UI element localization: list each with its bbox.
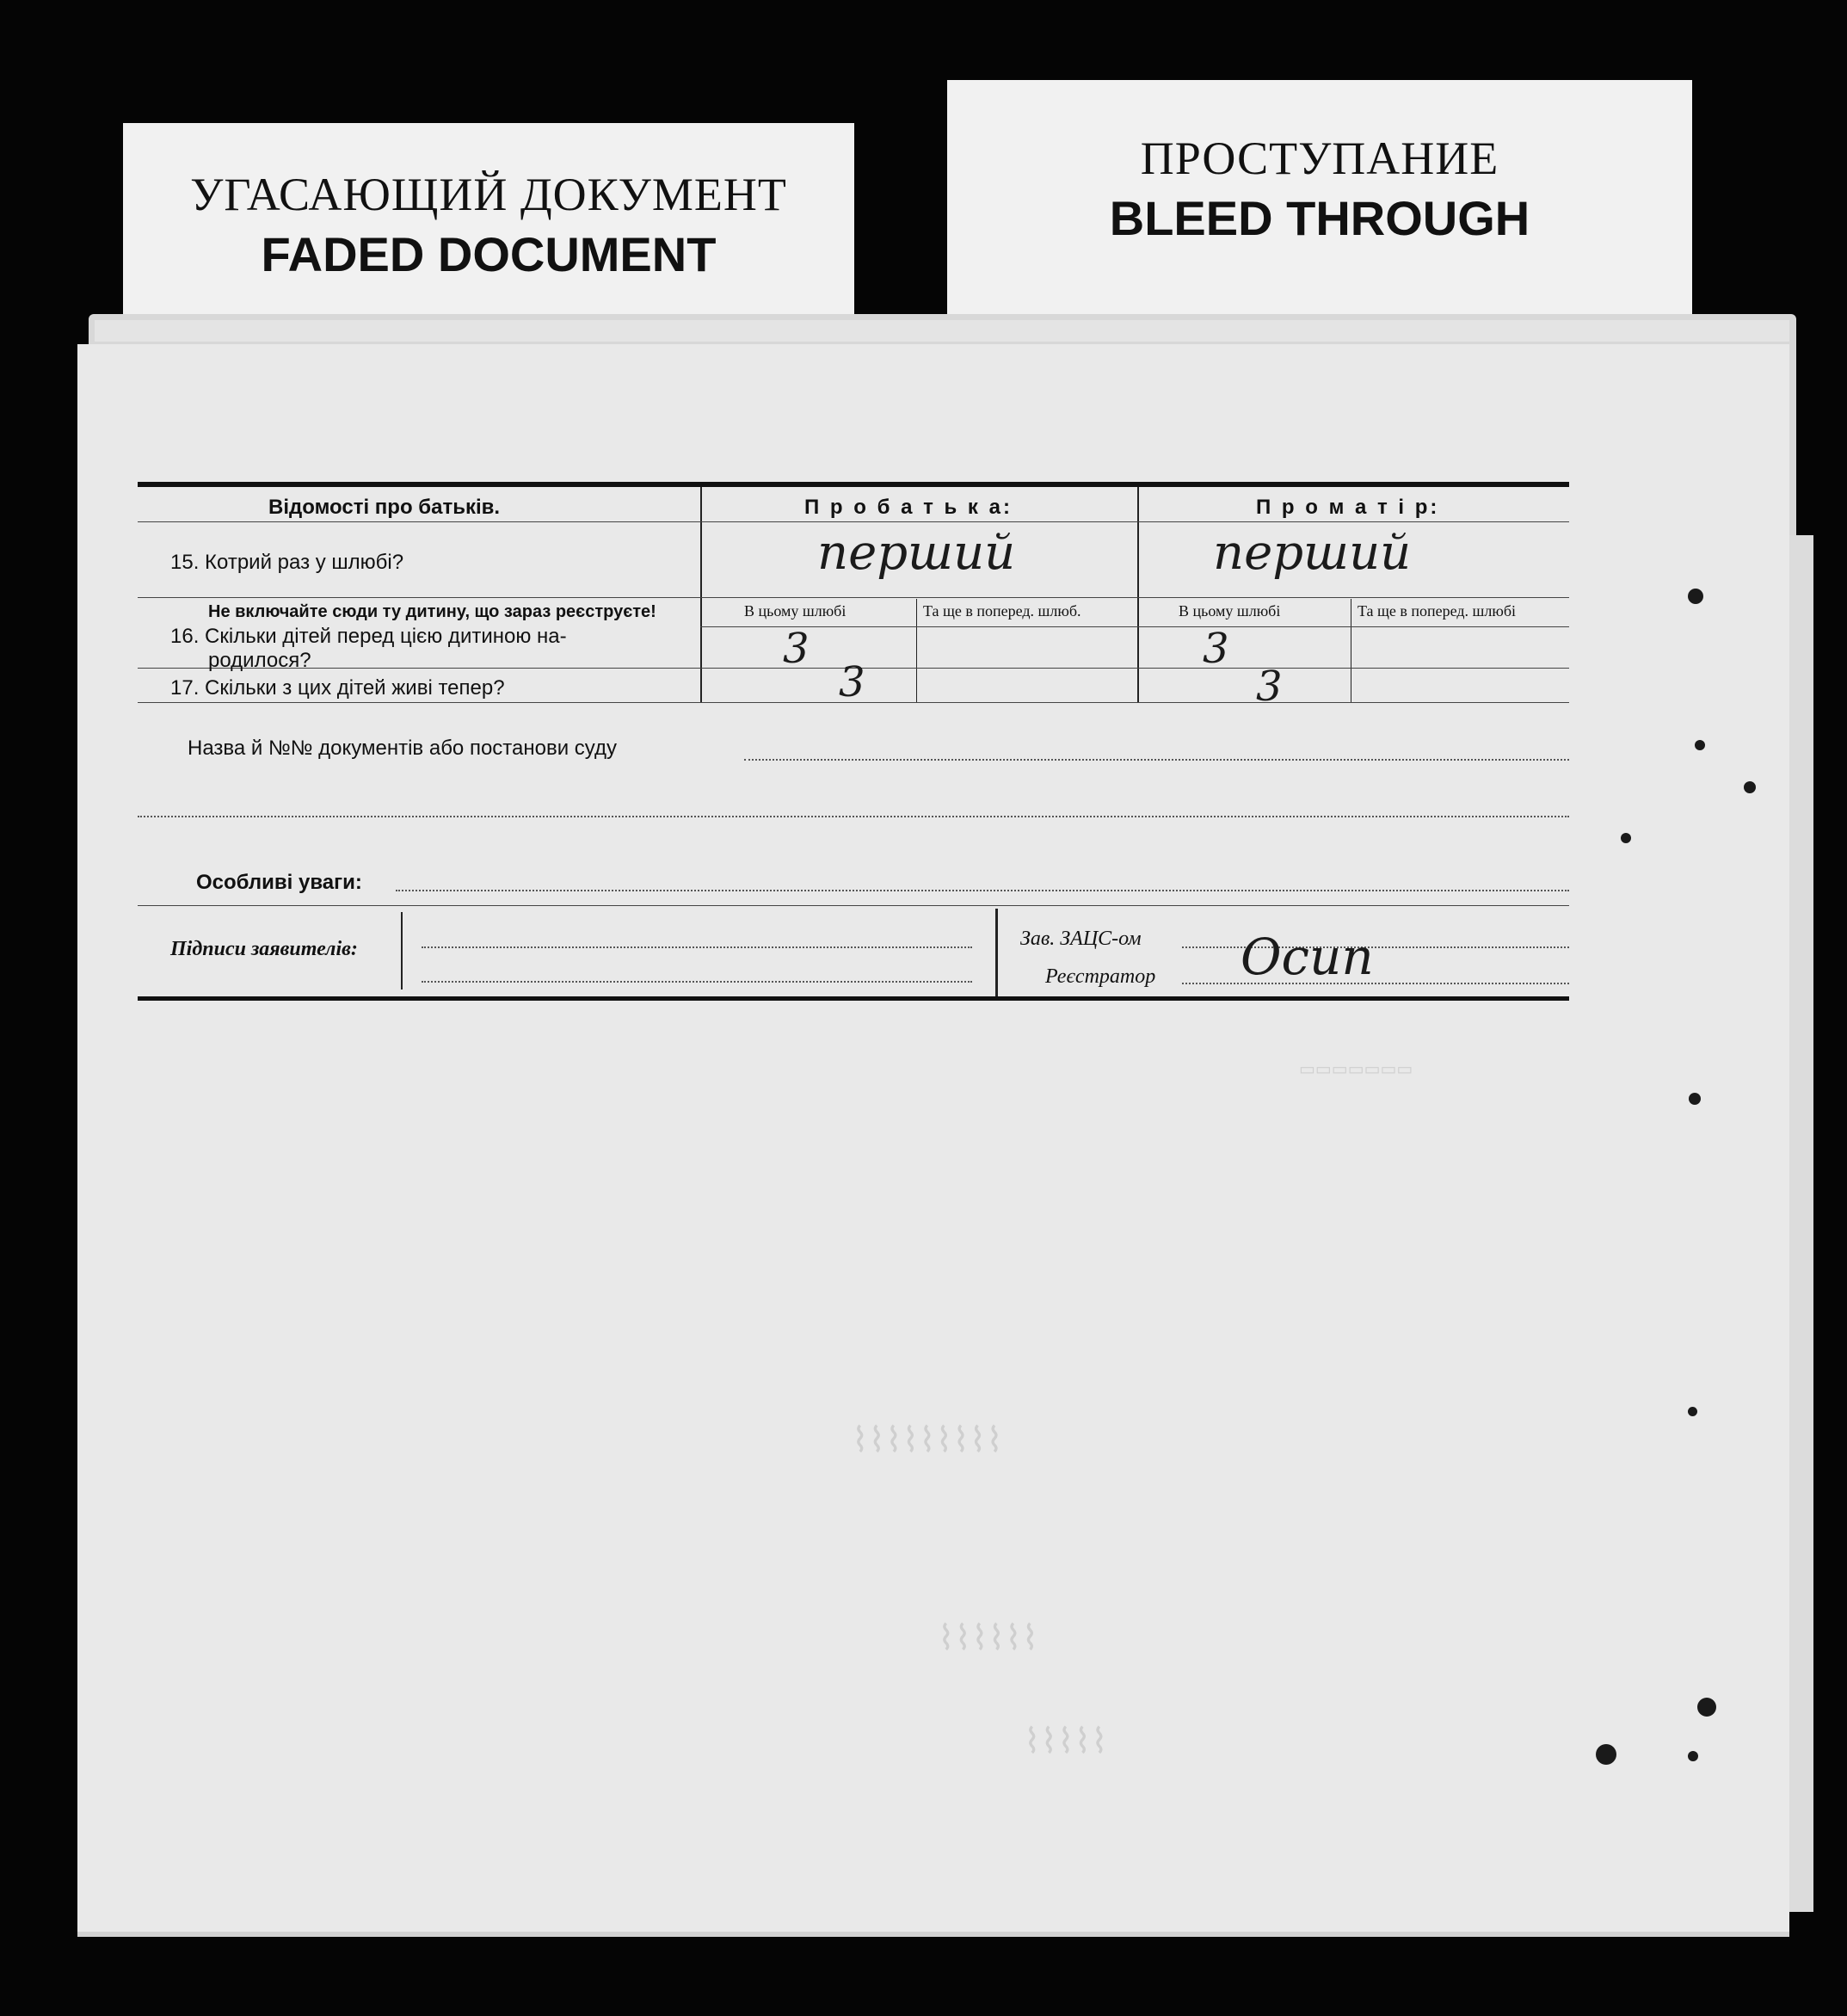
q15-father-answer: перший (817, 525, 1016, 581)
applicant-signature-line (422, 981, 972, 983)
punch-hole (1688, 1751, 1698, 1761)
form-top-rule (138, 482, 1569, 487)
row-rule (138, 597, 1569, 598)
column-divider (700, 487, 702, 702)
notes-dotted-line (396, 890, 1569, 891)
father-header: П р о б а т ь к а: (804, 496, 1013, 519)
column-divider (1137, 487, 1139, 702)
section-header: Відомості про батьків. (268, 496, 501, 519)
q16-father-prev-marriage-header: Та ще в поперед. шлюб. (923, 602, 1081, 620)
faded-document-flag (123, 123, 854, 321)
signature-box-divider (995, 909, 998, 996)
bleed-flag-en: BLEED THROUGH (1109, 191, 1530, 245)
punch-hole (1744, 781, 1756, 793)
punch-hole (1688, 1407, 1697, 1416)
column-divider (916, 599, 917, 702)
document-sheet (77, 344, 1789, 1937)
punch-hole (1689, 1093, 1701, 1105)
notes-label: Особливі уваги: (196, 871, 362, 894)
punch-hole (1695, 740, 1705, 750)
punch-hole (1697, 1698, 1716, 1717)
q17-mother-answer: 3 (1256, 663, 1283, 711)
q15-label: 15. Котрий раз у шлюбі? (170, 551, 404, 574)
bleed-mark: ▭▭▭▭▭▭▭ (1299, 1060, 1413, 1079)
q16-father-answer: 3 (783, 625, 810, 673)
punch-hole (1688, 589, 1703, 604)
mother-header: П р о м а т і р: (1256, 496, 1440, 519)
q16-mother-this-marriage-header: В цьому шлюбі (1179, 602, 1281, 620)
registrar-label: Реєстратор (1045, 965, 1156, 988)
documents-label: Назва й №№ документів або постанови суду (188, 737, 617, 760)
faded-flag-ru: УГАСАЮЩИЙ ДОКУМЕНТ (190, 169, 787, 220)
q16-mother-prev-marriage-header: Та ще в поперед. шлюбі (1358, 602, 1516, 620)
back-sheet-edge (95, 320, 1789, 342)
signature-row-rule (138, 905, 1569, 906)
q17-father-answer: 3 (839, 658, 865, 706)
q16-label-line2: родилося? (208, 649, 311, 672)
bleed-mark: ⌇⌇⌇⌇⌇⌇⌇⌇⌇ (852, 1421, 1003, 1459)
applicant-signature-line (422, 946, 972, 948)
faded-flag-en: FADED DOCUMENT (261, 227, 717, 281)
bleed-mark: ⌇⌇⌇⌇⌇ (1024, 1722, 1108, 1760)
registrar-signature: Осип (1241, 928, 1374, 986)
punch-hole (1621, 833, 1631, 843)
q17-label: 17. Скільки з цих дітей живі тепер? (170, 676, 505, 700)
q16-label-line1: 16. Скільки дітей перед цією дитиною на- (170, 625, 567, 648)
documents-dotted-line (138, 816, 1569, 817)
bleed-through-flag (947, 80, 1692, 314)
q16-father-this-marriage-header: В цьому шлюбі (744, 602, 847, 620)
row-rule (138, 521, 1569, 522)
q16-mother-answer: 3 (1203, 625, 1229, 673)
q16-note: Не включайте сюди ту дитину, що зараз реєструєте! (208, 602, 656, 621)
bleed-mark: ⌇⌇⌇⌇⌇⌇ (938, 1618, 1039, 1657)
zags-label: Зав. ЗАЦС-ом (1020, 928, 1142, 950)
bleed-flag-ru: ПРОСТУПАНИЕ (1140, 133, 1499, 184)
row-rule (700, 626, 1569, 627)
q15-mother-answer: перший (1213, 525, 1412, 581)
documents-dotted-line (744, 759, 1569, 761)
signatures-label: Підписи заявителів: (170, 938, 358, 960)
form-bottom-rule (138, 996, 1569, 1001)
punch-hole (1596, 1744, 1616, 1765)
signature-box-left (401, 912, 403, 990)
